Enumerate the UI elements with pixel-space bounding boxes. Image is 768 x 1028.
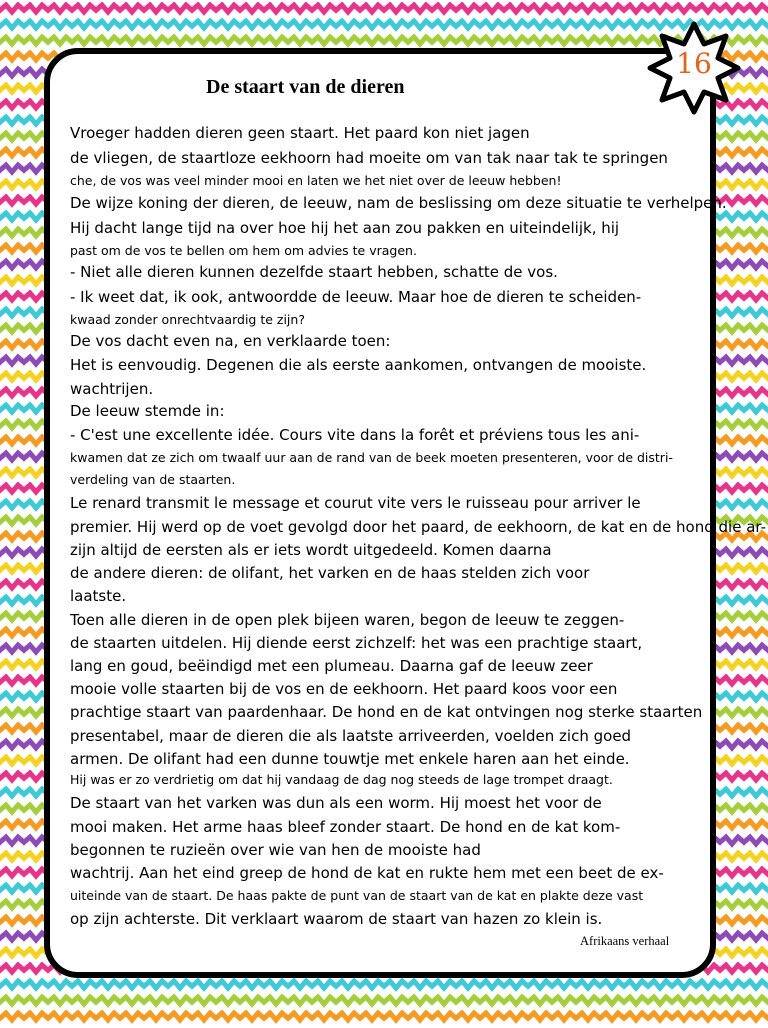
text-line: op zijn achterste. Dit verklaart waarom de staart van hazen zo klein is. [70,910,603,928]
story-source: Afrikaans verhaal [580,934,670,948]
text-line: past om de vos te bellen om hem om advies te vragen. [70,243,417,258]
text-line: Het is eenvoudig. Degenen die als eerste aankomen, ontvangen de mooiste. [70,356,647,374]
text-line: mooie volle staarten bij de vos en de eekhoorn. Het paard koos voor een [70,680,618,698]
text-line: Le renard transmit le message et courut vite vers le ruisseau pour arriver le [70,494,641,512]
text-line: De staart van het varken was dun als een worm. Hij moest het voor de [70,794,602,812]
text-line: - Ik weet dat, ik ook, antwoordde de leeuw. Maar hoe de dieren te scheiden- [70,288,642,306]
page-number-badge [646,20,742,116]
text-line: Vroeger hadden dieren geen staart. Het paard kon niet jagen [70,124,530,142]
text-line: prachtige staart van paardenhaar. De hond en de kat ontvingen nog sterke staarten [70,703,703,721]
text-line: - Niet alle dieren kunnen dezelfde staart hebben, schatte de vos. [70,263,558,281]
text-line: de andere dieren: de olifant, het varken en de haas stelden zich voor [70,564,590,582]
text-line: armen. De olifant had een dunne touwtje met enkele haren aan het einde. [70,750,630,768]
text-line: wachtrij. Aan het eind greep de hond de kat en rukte hem met een beet de ex- [70,864,664,882]
text-line: kwamen dat ze zich om twaalf uur aan de rand van de beek moeten presenteren, voor de distri- [70,450,673,465]
page-number: 16 [676,47,712,80]
text-line: lang en goud, beëindigd met een plumeau. Daarna gaf de leeuw zeer [70,657,593,675]
text-line: De wijze koning der dieren, de leeuw, nam de beslissing om deze situatie te verhelpen. [70,194,727,212]
text-line: De vos dacht even na, en verklaarde toen: [70,332,391,350]
text-line: laatste. [70,587,127,605]
text-line: wachtrijen. [70,380,154,398]
text-line: presentabel, maar de dieren die als laatste arriveerden, voelden zich goed [70,727,632,745]
text-line: verdeling van de staarten. [70,472,236,487]
text-line: Hij was er zo verdrietig om dat hij vandaag de dag nog steeds de lage trompet draagt. [70,772,613,787]
text-line: begonnen te ruzieën over wie van hen de mooiste had [70,841,481,859]
text-line: mooi maken. Het arme haas bleef zonder staart. De hond en de kat kom- [70,818,621,836]
text-line: - C'est une excellente idée. Cours vite dans la forêt et préviens tous les ani- [70,426,640,444]
text-line: de vliegen, de staartloze eekhoorn had moeite om van tak naar tak te springen [70,149,668,167]
text-line: Toen alle dieren in de open plek bijeen waren, begon de leeuw te zeggen- [70,611,625,629]
text-line: Hij dacht lange tijd na over hoe hij het aan zou pakken en uiteindelijk, hij [70,219,620,237]
text-line: che, de vos was veel minder mooi en laten we het niet over de leeuw hebben! [70,173,562,188]
text-line: uiteinde van de staart. De haas pakte de punt van de staart van de kat en plakte deze vast [70,888,644,903]
story-title: De staart van de dieren [206,76,405,98]
text-line: premier. Hij werd op de voet gevolgd door het paard, de eekhoorn, de kat en de hond die ar- [70,518,767,536]
text-line: zijn altijd de eersten als er iets wordt uitgedeeld. Komen daarna [70,541,552,559]
text-line: kwaad zonder onrechtvaardig te zijn? [70,312,305,327]
text-line: de staarten uitdelen. Hij diende eerst zichzelf: het was een prachtige staart, [70,634,643,652]
text-line: De leeuw stemde in: [70,402,225,420]
